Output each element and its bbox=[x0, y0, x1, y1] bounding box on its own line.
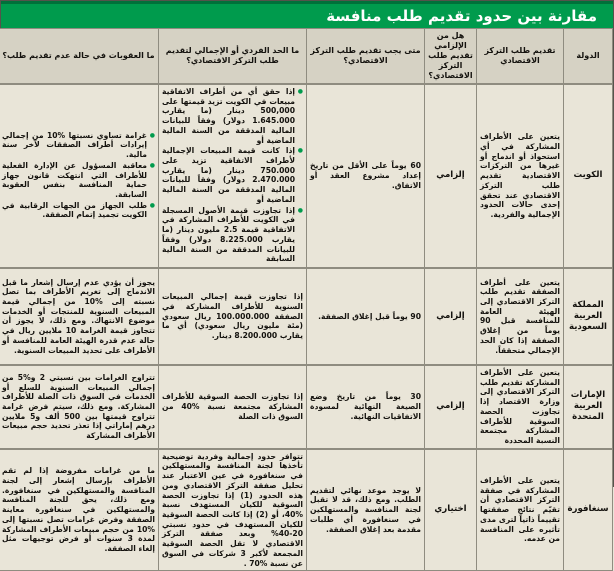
comparison-table bbox=[0, 28, 613, 571]
row-kuwait bbox=[0, 84, 613, 268]
cell-when: 30 يوماً من تاريخ وضع الصيغة النهائية لمسودة الاتفاقيات النهائية. bbox=[307, 365, 425, 449]
cell-threshold: إذا تجاوزت قيمة إجمالي المبيعات السنوية للأطراف المشاركة في الصفقة 100.000.000 ريال سعودي (مئة مليون ريال سعودي) أي ما يقارب 8.200.000 دينار. bbox=[159, 268, 307, 365]
list-item: ● غرامة تساوي نسبتها %10 من إجمالي إيرادات أطراف الصفقات لآخر سنة مالية. bbox=[2, 131, 155, 161]
page-title: مقارنة بين حدود تقديم طلب منافسة bbox=[1, 4, 613, 28]
header-mandatory: هل من الإلزامي تقديم طلب التركز الاقتصادي؟ bbox=[425, 29, 477, 85]
cell-submission: يتعين على أطراف الصفقة تقديم طلب التركز الاقتصادي إلى الهيئة العامة للمنافسة قبل 90 يوماً من إغلاق الصفقة إذا كان الحد الإجمالي متحققاً. bbox=[477, 268, 564, 365]
cell-submission: يتعين على الأطراف المشاركة في أي استحواذ أو اندماج أو غيرها من التركزات الاقتصادية تقديم طلب التركز الاقتصادي عند تحقق إحدى حالات الحدود الإجمالية والفردية. bbox=[477, 84, 564, 268]
list-item: ● إذا حقق أي من أطراف الاتفاقية مبيعات في الكويت تزيد قيمتها على 500,000 دينار (ما يقارب 1.645.000 دولار) وفقاً للبيانات المالية المدققة من السنة المالية الماضية أو bbox=[162, 87, 303, 146]
cell-when: 60 يوماً على الأقل من تاريخ إعداد مشروع العقد أو الاتفاق. bbox=[307, 84, 425, 268]
row-uae bbox=[0, 365, 613, 449]
header-country: الدولة bbox=[564, 29, 613, 85]
cell-country: الإمارات العربية المتحدة bbox=[564, 365, 613, 449]
cell-threshold: إذا تجاوزت الحصة السوقية للأطراف المشاركة مجتمعة نسبة %40 من السوق ذات الصلة bbox=[159, 365, 307, 449]
cell-country: الكويت bbox=[564, 84, 613, 268]
cell-mandatory: إلزامي bbox=[425, 268, 477, 365]
cell-when: لا يوجد موعد نهائي لتقديم الطلب. ومع ذلك، قد لا تقبل لجنة المنافسة والمستهلكين في سنغافورة أي طلبات مقدمة بعد إغلاق الصفقة. bbox=[307, 449, 425, 571]
cell-when: 90 يوماً قبل إغلاق الصفقة. bbox=[307, 268, 425, 365]
header-penalties: ما العقوبات في حالة عدم تقديم طلب؟ bbox=[0, 29, 159, 85]
header-submission: تقديم طلب التركز الاقتصادي bbox=[477, 29, 564, 85]
cell-threshold: تتوافر حدود إجمالية وفردية توضيحية تأخذها لجنة المنافسة والمستهلكين في سنغافورة في عين الاعتبار عند تحليل صفقة التركز الاقتصادي ومن هذه الحدود (1) إذا تجاوزت الحصة السوقية للكيان المستهدف نسبة %40، أو (2) إذا كانت الحصة السوقية للكيان المستهدف في حدود نسبتي 20-40% وبعد صفقة التركز الاقتصادي لا تقل الحصة السوقية المجمعة لأكبر 3 شركات في السوق عن نسبة %70 . bbox=[159, 449, 307, 571]
cell-mandatory: إلزامي bbox=[425, 365, 477, 449]
threshold-bullet-list bbox=[162, 87, 303, 265]
cell-penalties bbox=[0, 84, 159, 268]
penalties-bullet-list bbox=[2, 131, 155, 221]
list-item: ● طلب الجهاز من الجهات الرقابية في الكويت تجميد إتمام الصفقة. bbox=[2, 201, 155, 221]
row-saudi-arabia bbox=[0, 268, 613, 365]
cell-country: سنغافورة bbox=[564, 449, 613, 571]
cell-threshold bbox=[159, 84, 307, 268]
cell-submission: يتعين على الأطراف المشاركة في صفقة التركز الاقتصادي أن تقيّم نتائج صفقتها تقييماً ذاتياً لترى مدى تأثيره على المنافسة من عدمه. bbox=[477, 449, 564, 571]
cell-penalties: ما من غرامات مفروضة إذا لم تقم الأطراف بإرسال إشعار إلى لجنة المنافسة والمستهلكين في سنغافورة. ومع ذلك، يحق للجنة المنافسة والمستهلكين في سنغافورة معاينة الصفقة وفرض غرامات تصل نسبتها إلى %10 من حجم مبيعات الأطراف المشاركة لمدة 3 سنوات أو فرض توجيهات مثل إلغاء الصفقة. bbox=[0, 449, 159, 571]
list-item: ● إذا تجاوزت قيمة الأصول المسجلة في الكويت للأطراف المشاركة في الاتفاقية قيمة 2.5 مليون دينار (ما يقارب 8.225.000 دولار) وفقاً للبيانات المدققة من السنة المالية السابقة bbox=[162, 206, 303, 265]
cell-submission: يتعين على الأطراف المشاركة تقديم طلب التركز الاقتصادي إلى وزارة الاقتصاد إذا تجاوزت الحصة السوقية للأطراف المشاركة مجتمعة النسبة المحددة bbox=[477, 365, 564, 449]
list-item: ● إذا كانت قيمة المبيعات الإجمالية لأطراف الاتفاقية تزيد على 750.000 دينار (ما يقارب 2.470.000 دولار) وفقاً للبيانات المالية المدققة من السنة المالية الماضية أو bbox=[162, 146, 303, 205]
list-item: ● معاقبة المسؤول عن الإدارة الفعلية للأطراف التي انتهكت قانون جهاز حماية المنافسة بنفس العقوبة السابقة. bbox=[2, 161, 155, 201]
cell-penalties: يجوز أن يؤدي عدم إرسال إشعار ما قبل الاندماج إلى تغريم الأطراف بما تصل نسبته إلى %10 من إجمالي قيمة المبيعات السنوية للمنتجات أو الخدمات موضوع الانتهاك. ومع ذلك، لا يجوز أن تتجاوز قيمة الغرامة 10 ملايين ريال في حالة عدم قدرة الهيئة العامة للمنافسة أو الأطراف على تحديد المبيعات السنوية. bbox=[0, 268, 159, 365]
row-singapore bbox=[0, 449, 613, 571]
cell-mandatory: إلزامي bbox=[425, 84, 477, 268]
cell-penalties: تتراوح الغرامات بين نسبتي 2 و%5 من إجمالي المبيعات السنوية للسلع أو الخدمات في السوق ذات الصلة للأطراف المشاركة. ومع ذلك، سيتم فرض غرامة تتراوح قيمتها بين 500 ألف و5 ملايين درهم إماراتي إذا تعذر تحديد حجم مبيعات الأطراف المشاركة bbox=[0, 365, 159, 449]
header-when: متى يجب تقديم طلب التركز الاقتصادي؟ bbox=[307, 29, 425, 85]
cell-mandatory: اختياري bbox=[425, 449, 477, 571]
header-row bbox=[0, 29, 613, 85]
header-threshold: ما الحد الفردي أو الإجمالي لتقديم طلب التركز الاقتصادي؟ bbox=[159, 29, 307, 85]
cell-country: المملكة العربية السعودية bbox=[564, 268, 613, 365]
